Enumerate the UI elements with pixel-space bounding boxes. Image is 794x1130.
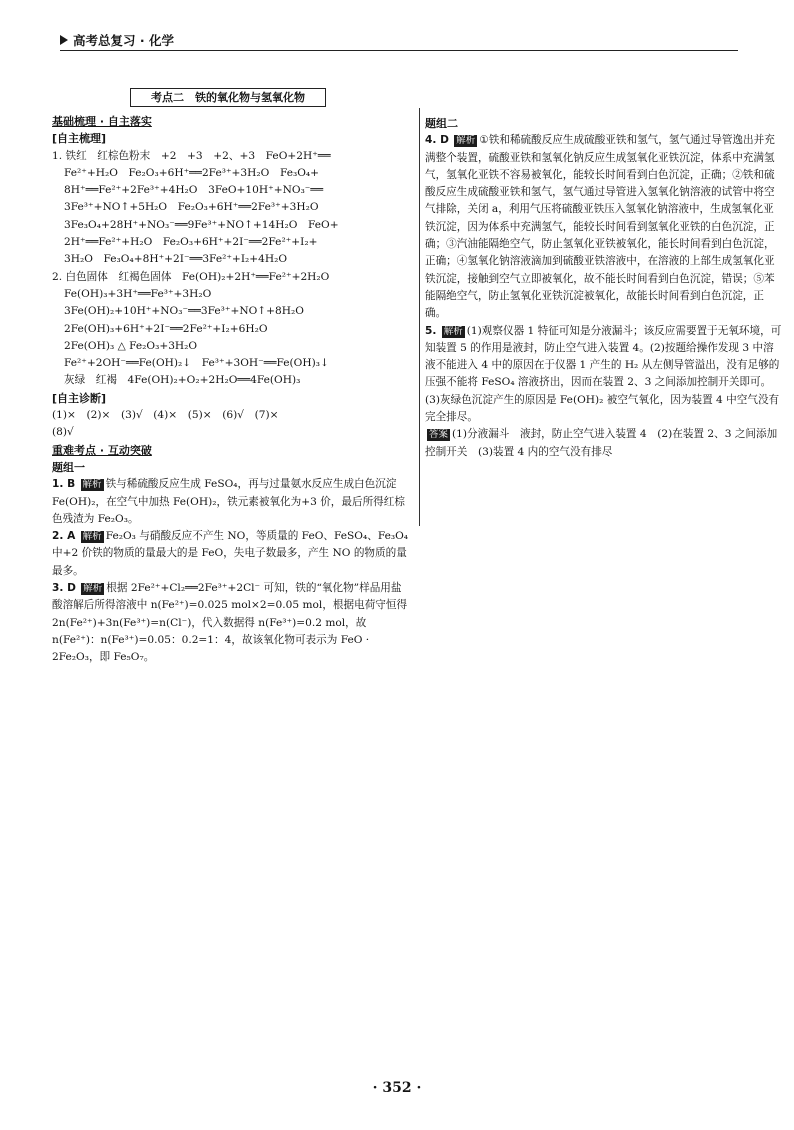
subheading-self-review: [自主梳理] [52,132,107,146]
answer-text: (1)分液漏斗 液封，防止空气进入装置 4 (2)在装置 2、3 之间添加控制开关 (3)装置 4 内的空气没有排尽 [425,428,778,458]
analysis-text: 铁与稀硫酸反应生成 FeSO₄，再与过量氨水反应生成白色沉淀 Fe(OH)₂，在空气中加热 Fe(OH)₂，铁元素被氧化为+3 价，最后所得红棕色残渣为 Fe₂O₃。 [52,478,405,525]
item1-line: 8H⁺══Fe²⁺+2Fe³⁺+4H₂O 3FeO+10H⁺+NO₃⁻══ [64,184,324,197]
question-number: 1. B [52,478,76,491]
answer-tag: 答案 [429,429,449,441]
answer-item-1 [52,148,410,269]
question-number: 2. A [52,530,76,543]
analysis-text: (1)观察仪器 1 特征可知是分液漏斗；该反应需要置于无氧环境，可知装置 5 的作用是液封，防止空气进入装置 4。(2)按题给操作发现 3 中溶液不能进入 4 中的原因在于仪器 1 产生的 H₂ 从左侧导管溢出，没有足够的压强不能将 FeSO₄ 溶液挤出，因而在装置 2、3 之间添加控制开关即可。(3)灰绿色沉淀产生的原因是 Fe(OH)₂ 被空气氧化，因为装置 4 中空气没有完全排尽。 [425,324,782,424]
header-rule [60,50,738,51]
question-5-final-answer [425,426,783,461]
diagnosis-line: (8)√ [52,426,74,439]
left-column [52,88,410,667]
question-number: 4. D [425,134,449,147]
item2-line: Fe(OH)₃+3H⁺══Fe³⁺+3H₂O [64,287,212,300]
answer-item-2 [52,269,410,390]
group-heading-2: 题组二 [425,117,458,130]
header-triangle-icon [60,35,68,45]
question-1-answer [52,476,410,528]
item2-line: 灰绿 红褐 4Fe(OH)₂+O₂+2H₂O══4Fe(OH)₃ [64,374,301,387]
item2-line: 2. 白色固体 红褐色固体 Fe(OH)₂+2H⁺══Fe²⁺+2H₂O [52,270,330,283]
analysis-text: Fe₂O₃ 与硝酸反应不产生 NO，等质量的 FeO、FeSO₄、Fe₃O₄ 中+2 价铁的物质的量最大的是 FeO，失电子数最多，产生 NO 的物质的量最多。 [52,530,409,577]
item2-line: 2Fe(OH)₃ △ Fe₂O₃+3H₂O [64,339,198,352]
question-number: 3. D [52,582,76,595]
item1-line: 2H⁺══Fe²⁺+H₂O Fe₂O₃+6H⁺+2I⁻══2Fe²⁺+I₂+ [64,236,318,249]
analysis-tag: 解析 [83,583,103,595]
section-heading-key-points: 重难考点 · 互动突破 [52,443,152,457]
analysis-text: ①铁和稀硫酸反应生成硫酸亚铁和氢气，氢气通过导管逸出并充满整个装置，硫酸亚铁和氢氧化钠反应生成氢氧化亚铁沉淀，体系中充满氢气，氢氧化亚铁不容易被氧化，能较长时间看到白色沉淀，正确；②铁和硫酸反应生成硫酸亚铁和氢气，氢气通过导管进入氢氧化钠溶液的试管中将空气排除，关闭 a，利用气压将硫酸亚铁压入氢氧化钠溶液中，生成氢氧化亚铁沉淀，因为体系中充满氢气，能较长时间看到氢氧化亚铁的白色沉淀，正确；③汽油能隔绝空气，防止氢氧化亚铁被氧化，能长时间看到白色沉淀，正确；④氢氧化钠溶液滴加到硫酸亚铁溶液中，在溶液的上部生成氢氧化亚铁沉淀，接触到空气立即被氧化，故不能长时间看到白色沉淀，错误；⑤苯能隔绝空气，防止氢氧化亚铁沉淀被氧化，故能长时间看到白色沉淀，正确。 [425,134,775,320]
item1-line: 3H₂O Fe₃O₄+8H⁺+2I⁻══3Fe²⁺+I₂+4H₂O [64,253,288,266]
analysis-tag: 解析 [443,325,463,337]
item1-line: 3Fe₃O₄+28H⁺+NO₃⁻══9Fe³⁺+NO↑+14H₂O FeO+ [64,218,339,231]
question-2-answer [52,528,410,580]
subheading-self-diagnosis: [自主诊断] [52,391,107,405]
column-divider [419,108,420,526]
question-4-answer [425,132,783,322]
header-title: 高考总复习 · 化学 [73,33,174,48]
right-column [425,115,783,461]
running-header [60,31,174,49]
group-heading-1: 题组一 [52,460,85,474]
section-title-box: 考点二 铁的氧化物与氢氧化物 [130,88,326,107]
item1-line: 3Fe³⁺+NO↑+5H₂O Fe₂O₃+6H⁺══2Fe³⁺+3H₂O [64,201,319,214]
item2-line: 3Fe(OH)₂+10H⁺+NO₃⁻══3Fe³⁺+NO↑+8H₂O [64,305,304,318]
section-heading-basics: 基础梳理 · 自主落实 [52,115,152,128]
item1-line: Fe²⁺+H₂O Fe₂O₃+6H⁺══2Fe³⁺+3H₂O Fe₃O₄+ [64,166,320,179]
analysis-tag: 解析 [82,531,102,543]
diagnosis-line: (1)× (2)× (3)√ (4)× (5)× (6)√ (7)× [52,409,279,422]
question-5-answer [425,323,783,427]
page-number: · 352 · [372,1080,422,1096]
analysis-tag: 解析 [82,479,102,491]
question-3-answer [52,580,410,666]
question-number: 5. [425,324,437,337]
analysis-tag: 解析 [456,135,476,147]
item2-line: 2Fe(OH)₃+6H⁺+2I⁻══2Fe²⁺+I₂+6H₂O [64,322,268,335]
item1-line: 1. 铁红 红棕色粉末 +2 +3 +2、+3 FeO+2H⁺══ [52,149,331,162]
item2-line: Fe²⁺+2OH⁻══Fe(OH)₂↓ Fe³⁺+3OH⁻══Fe(OH)₃↓ [64,357,329,370]
analysis-text: 根据 2Fe²⁺+Cl₂══2Fe³⁺+2Cl⁻ 可知，铁的“氧化物”样品用盐酸溶解后所得溶液中 n(Fe²⁺)=0.025 mol×2=0.05 mol，根据电荷守恒得 2n(Fe²⁺)+3n(Fe³⁺)=n(Cl⁻)，代入数据得 n(Fe³⁺)=0.2 mol，故 n(Fe²⁺)：n(Fe³⁺)=0.05：0.2=1：4，故该氧化物可表示为 FeO · 2Fe₂O₃，即 Fe₅O₇。 [52,582,408,664]
